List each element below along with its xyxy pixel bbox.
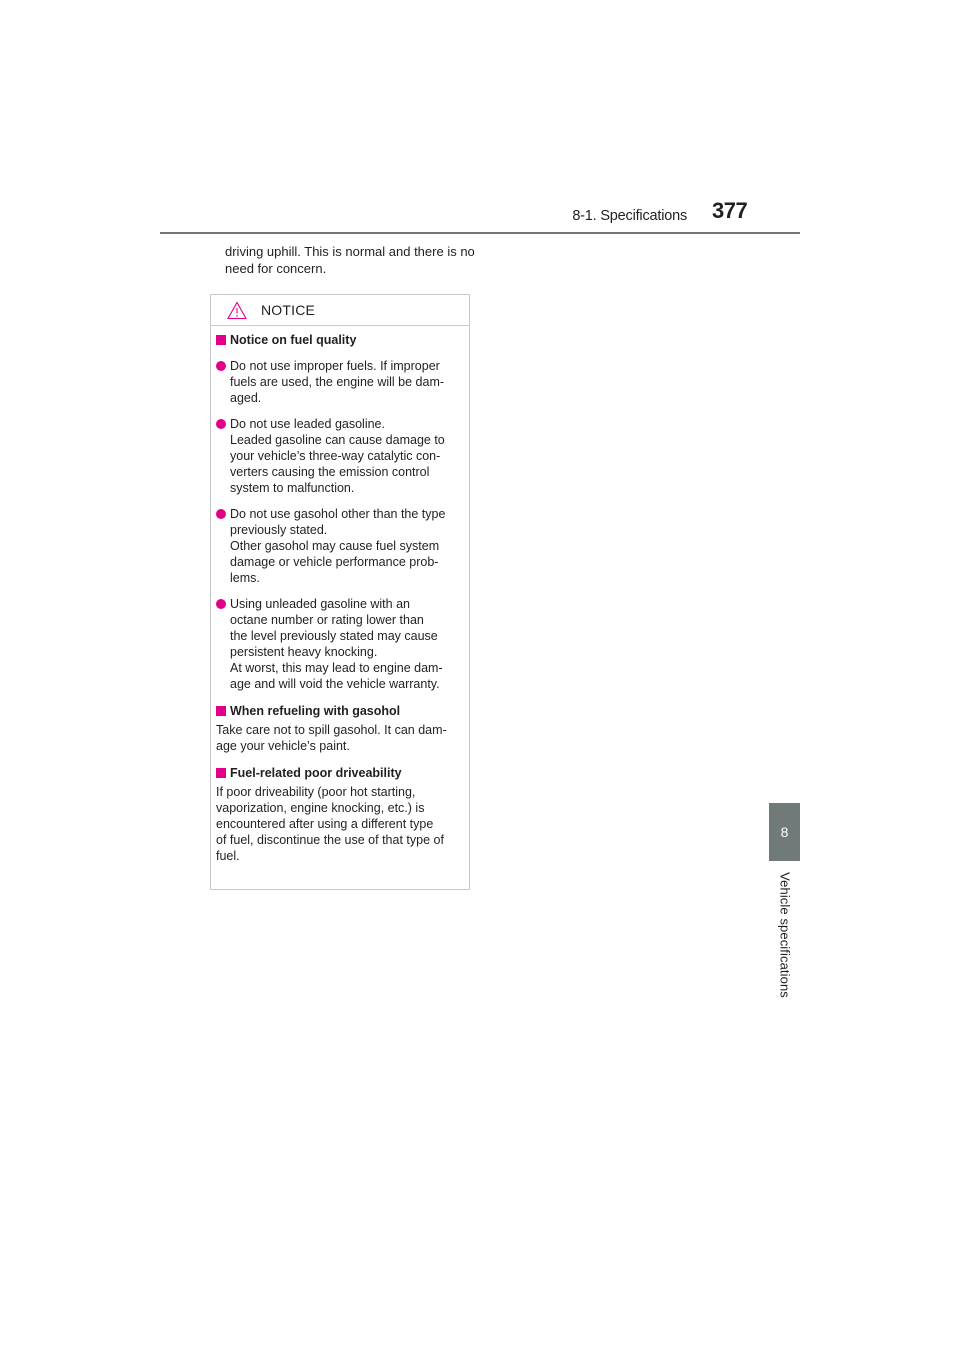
list-item: Using unleaded gasoline with an octane number or rating lower than the level previously stated may cause persistent heavy knocking. At worst, this may lead to engine dam- age and will void the vehicle warranty. [216,596,463,692]
notice-body [211,332,469,864]
list-item: Do not use leaded gasoline. Leaded gasoline can cause damage to your vehicle’s three-way catalytic con- verters causing the emission control system to malfunction. [216,416,463,496]
notice-header [211,295,469,326]
section-paragraph: Take care not to spill gasohol. It can dam- age your vehicle’s paint. [216,723,447,753]
chapter-number: 8 [780,824,789,840]
notice-box [210,294,470,890]
section-title: 8-1. Specifications [572,208,687,224]
round-bullet-icon [216,361,226,371]
round-bullet-icon [216,419,226,429]
section-paragraph: If poor driveability (poor hot starting, vaporization, engine knocking, etc.) is encountered after using a different type of fuel, discontinue the use of that type of fuel. [216,785,444,863]
header-divider [160,232,800,234]
intro-paragraph: driving uphill. This is normal and there is no need for concern. [225,244,475,276]
square-bullet-icon [216,706,226,716]
chapter-tab[interactable] [769,803,800,861]
round-bullet-icon [216,509,226,519]
square-bullet-icon [216,768,226,778]
list-item: Do not use gasohol other than the type previously stated. Other gasohol may cause fuel system damage or vehicle performance prob- lems. [216,506,463,586]
list-item: Do not use improper fuels. If improper fuels are used, the engine will be dam- aged. [216,358,463,406]
section-heading: Notice on fuel quality [216,332,463,348]
round-bullet-icon [216,599,226,609]
section-heading: Fuel-related poor driveability [216,765,463,781]
page-number: 377 [712,198,748,223]
square-bullet-icon [216,335,226,345]
notice-title: NOTICE [261,302,316,318]
chapter-label: Vehicle specifications [777,872,793,998]
warning-triangle-icon [227,301,247,320]
section-heading: When refueling with gasohol [216,703,463,719]
